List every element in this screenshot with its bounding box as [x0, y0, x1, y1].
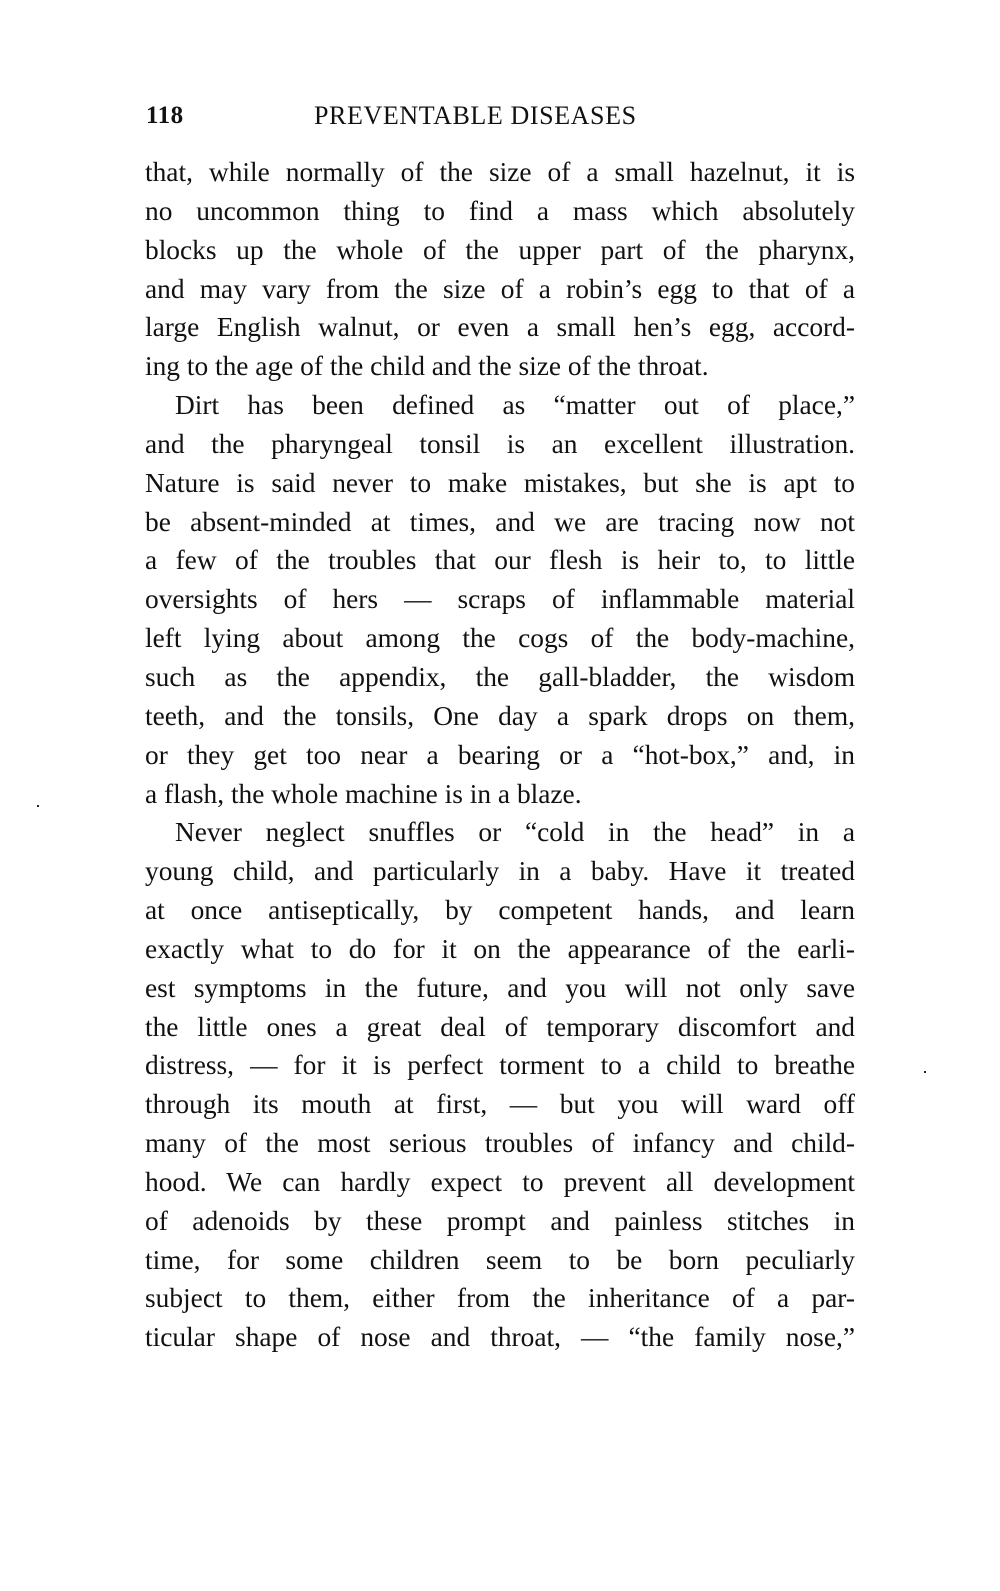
- text-line: many of the most serious troubles of infancy and child-: [145, 1128, 855, 1159]
- text-line: est symptoms in the future, and you will not only save: [145, 972, 855, 1003]
- text-line: no uncommon thing to find a mass which absolutely: [145, 195, 855, 226]
- text-line: Dirt has been defined as “matter out of place,”: [175, 390, 855, 421]
- text-line: of adenoids by these prompt and painless stitches in: [145, 1205, 855, 1236]
- text-line: Nature is said never to make mistakes, but she is apt to: [145, 467, 855, 498]
- paragraph: [145, 813, 855, 1357]
- text-line: large English walnut, or even a small hen’s egg, accord-: [145, 312, 855, 343]
- text-line: a flash, the whole machine is in a blaze.: [145, 778, 582, 809]
- running-title: PREVENTABLE DISEASES: [314, 101, 637, 130]
- running-head: [146, 98, 856, 134]
- text-line: such as the appendix, the gall-bladder, the wisdom: [145, 661, 855, 692]
- text-line: blocks up the whole of the upper part of the pharynx,: [145, 234, 855, 265]
- paragraph: [145, 153, 855, 386]
- body-text: [145, 153, 855, 1357]
- text-line: ticular shape of nose and throat, — “the family nose,”: [145, 1322, 855, 1353]
- text-line: left lying about among the cogs of the body-machine,: [145, 623, 855, 654]
- text-line: and may vary from the size of a robin’s egg to that of a: [145, 273, 855, 304]
- text-line: and the pharyngeal tonsil is an excellent illustration.: [145, 428, 855, 459]
- text-line: at once antiseptically, by competent hands, and learn: [145, 895, 855, 926]
- text-line: the little ones a great deal of temporary discomfort and: [145, 1011, 855, 1042]
- page-number: 118: [146, 102, 184, 129]
- text-line: teeth, and the tonsils, One day a spark drops on them,: [145, 700, 855, 731]
- text-line: subject to them, either from the inheritance of a par-: [145, 1283, 855, 1314]
- text-line: time, for some children seem to be born peculiarly: [145, 1244, 855, 1275]
- text-line: a few of the troubles that our flesh is heir to, to little: [145, 545, 855, 576]
- scan-speck: [37, 805, 39, 807]
- text-line: hood. We can hardly expect to prevent all development: [145, 1166, 855, 1197]
- text-line: be absent-minded at times, and we are tracing now not: [145, 506, 855, 537]
- text-line: distress, — for it is perfect torment to a child to breathe: [145, 1050, 855, 1081]
- text-line: that, while normally of the size of a small hazelnut, it is: [145, 157, 855, 187]
- text-line: Never neglect snuffles or “cold in the head” in a: [175, 817, 855, 848]
- text-line: ing to the age of the child and the size of the throat.: [145, 351, 709, 382]
- text-line: exactly what to do for it on the appearance of the earli-: [145, 933, 855, 964]
- text-line: through its mouth at first, — but you will ward off: [145, 1089, 855, 1120]
- text-line: oversights of hers — scraps of inflammable material: [145, 584, 855, 615]
- scan-speck: [924, 1071, 926, 1073]
- text-line: young child, and particularly in a baby. Have it treated: [145, 856, 855, 887]
- text-line: or they get too near a bearing or a “hot-box,” and, in: [145, 739, 855, 770]
- paragraph: [145, 386, 855, 813]
